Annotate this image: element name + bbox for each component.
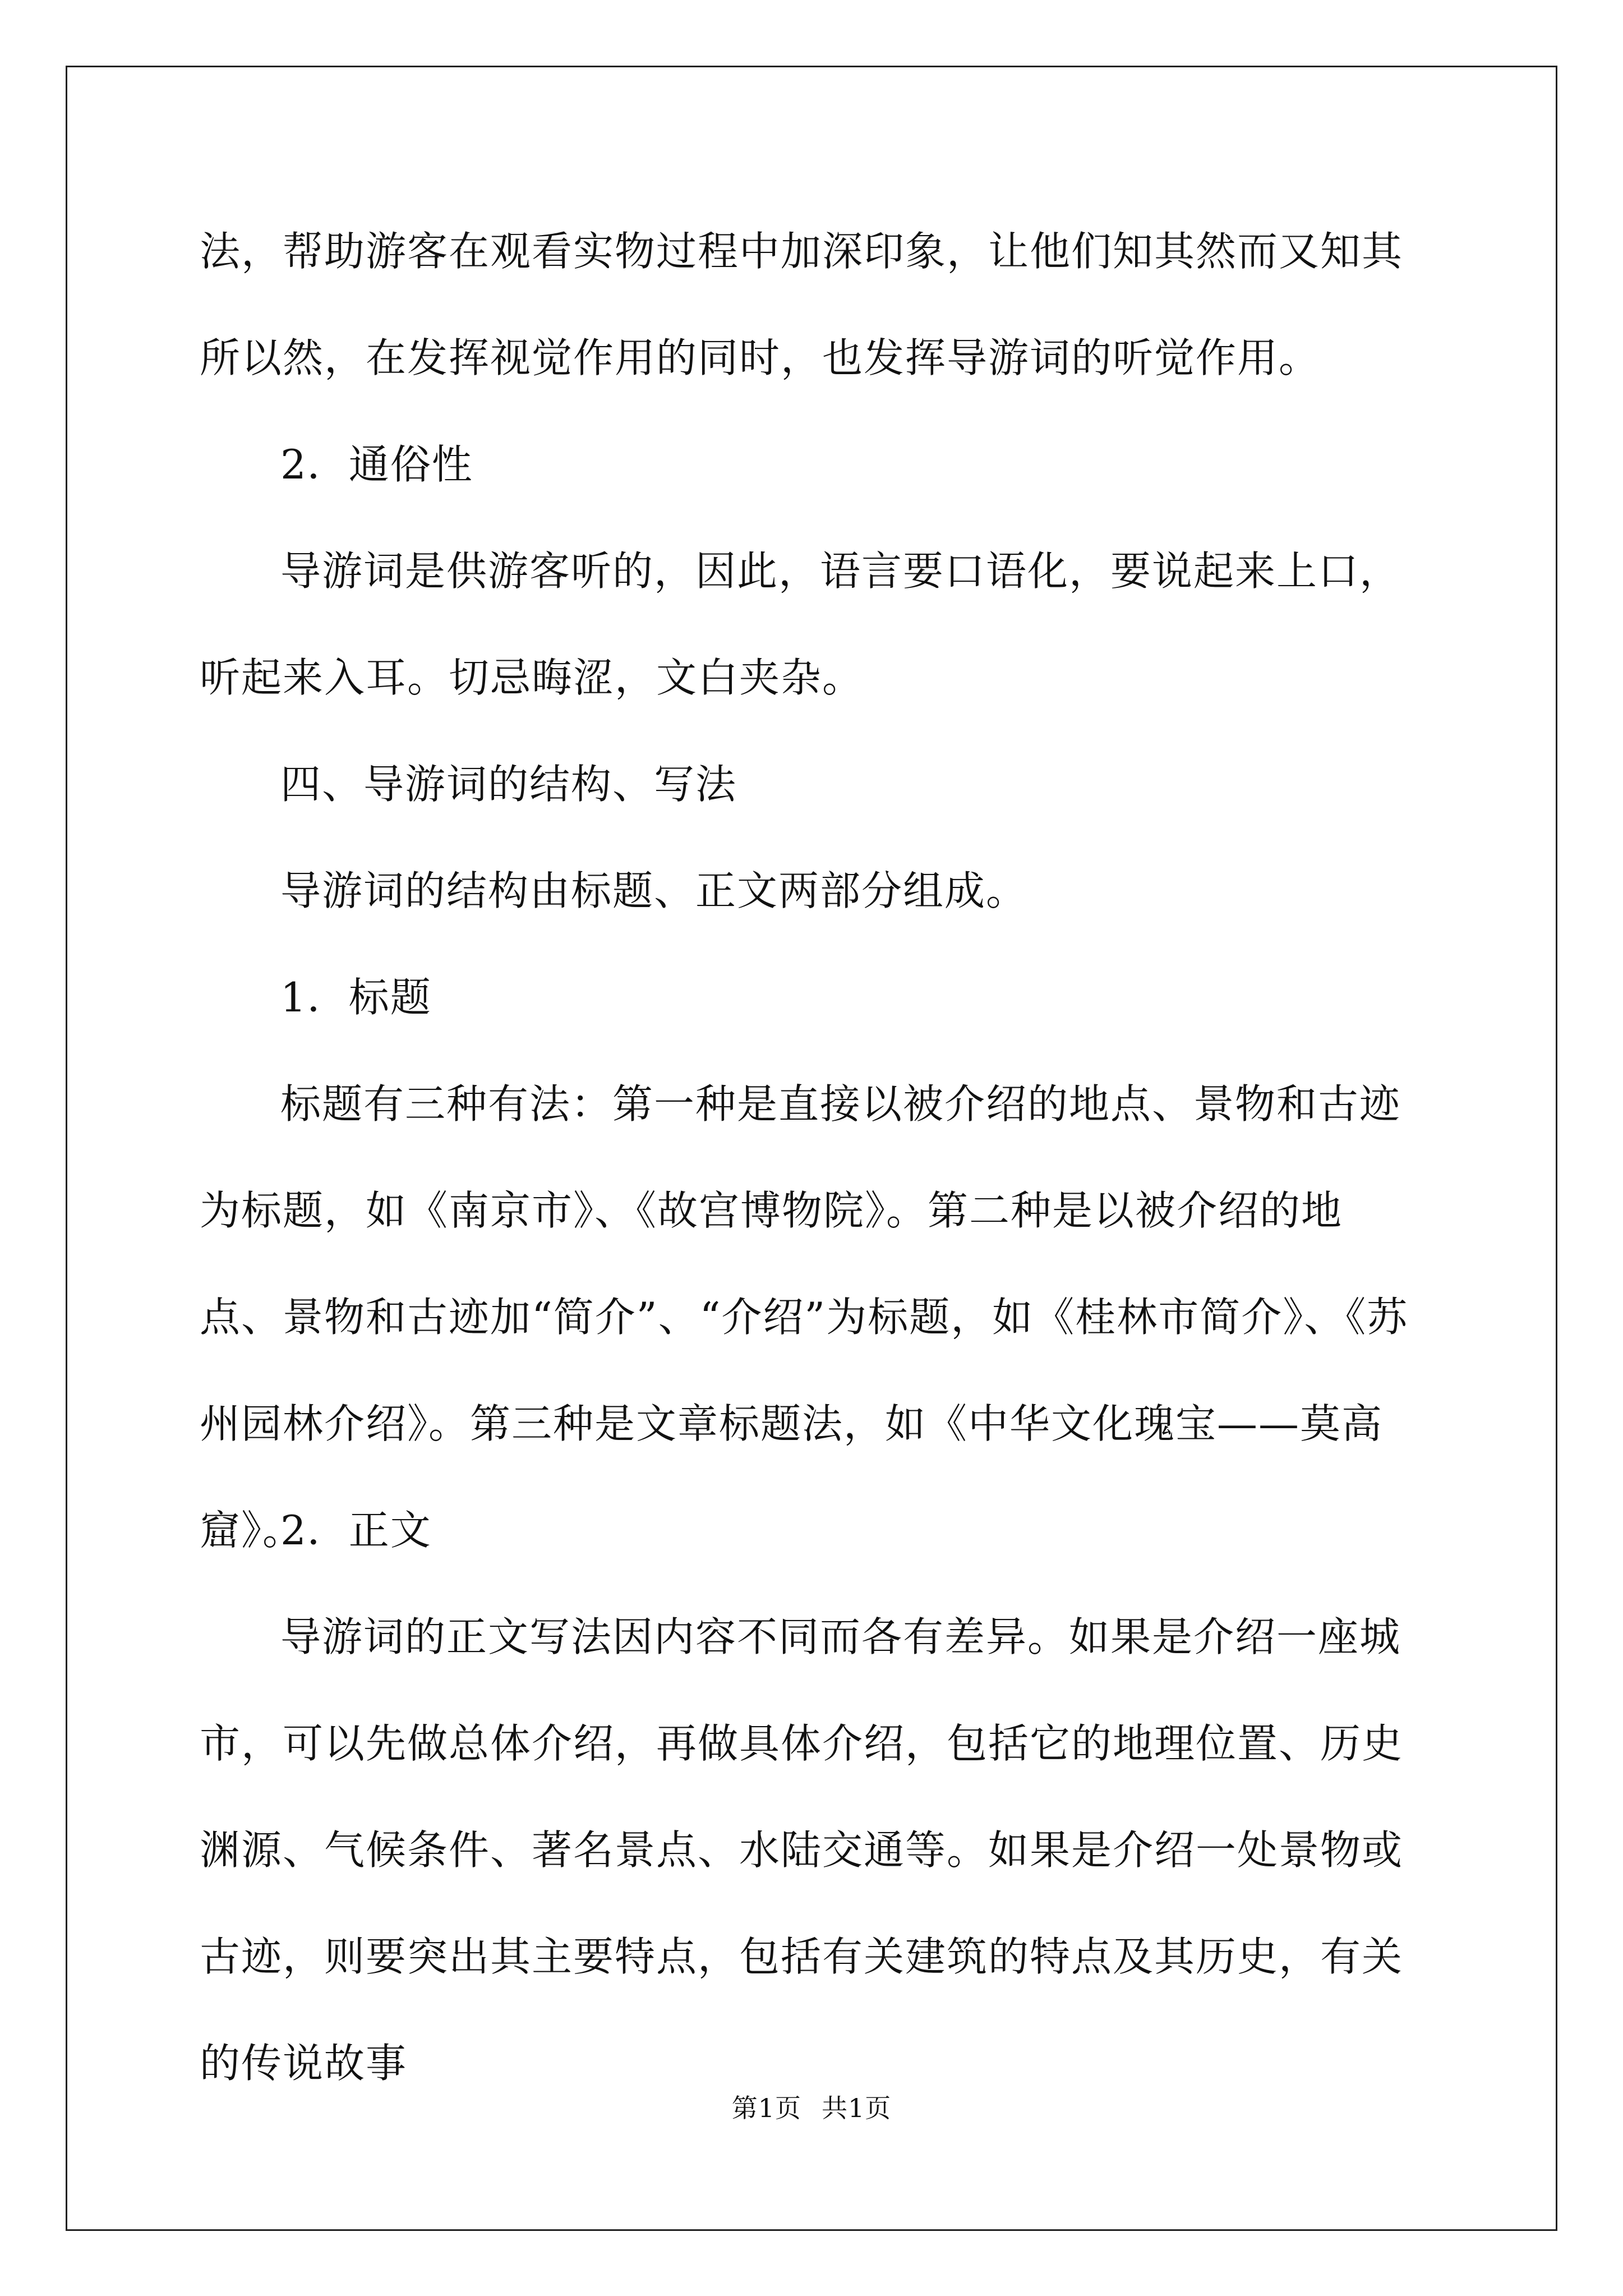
page-total: 共1页 xyxy=(822,2093,892,2123)
heading-title: 1．标题 xyxy=(280,974,432,1021)
page-number: 第1页 xyxy=(731,2093,801,2123)
paragraph-body: 导游词的正文写法因内容不同而各有差异。如果是介绍一座城市，可以先做总体介绍，再做具体介绍，包括它的地理位置、历史渊源、气候条件、著名景点、水陆交通等。如果是介绍一处景物或古迹，则要突出其主要特点，包括有关建筑的特点及其历史，有关的传说故事 xyxy=(200,1613,1404,2087)
heading-body: 2．正文 xyxy=(280,1507,432,1554)
paragraph-structure: 导游词的结构由标题、正文两部分组成。 xyxy=(280,867,1028,914)
heading-popularity: 2．通俗性 xyxy=(280,441,473,488)
page-footer xyxy=(0,2091,1623,2125)
section-heading-structure: 四、导游词的结构、写法 xyxy=(280,761,737,808)
paragraph-popularity: 导游词是供游客听的，因此，语言要口语化，要说起来上口，听起来入耳。切忌晦涩，文白夹杂。 xyxy=(200,547,1401,701)
paragraph-title: 标题有三种有法：第一种是直接以被介绍的地点、景物和古迹为标题，如《南京市》、《故宫博物院》。第二种是以被介绍的地点、景物和古迹加“简介”、“介绍”为标题，如《桂林市简介》、《苏州园林介绍》。第三种是文章标题法，如《中华文化瑰宝——莫高窟》。 xyxy=(200,1080,1409,1554)
paragraph-continuation: 法，帮助游客在观看实物过程中加深印象，让他们知其然而又知其所以然，在发挥视觉作用的同时，也发挥导游词的听觉作用。 xyxy=(200,228,1404,381)
